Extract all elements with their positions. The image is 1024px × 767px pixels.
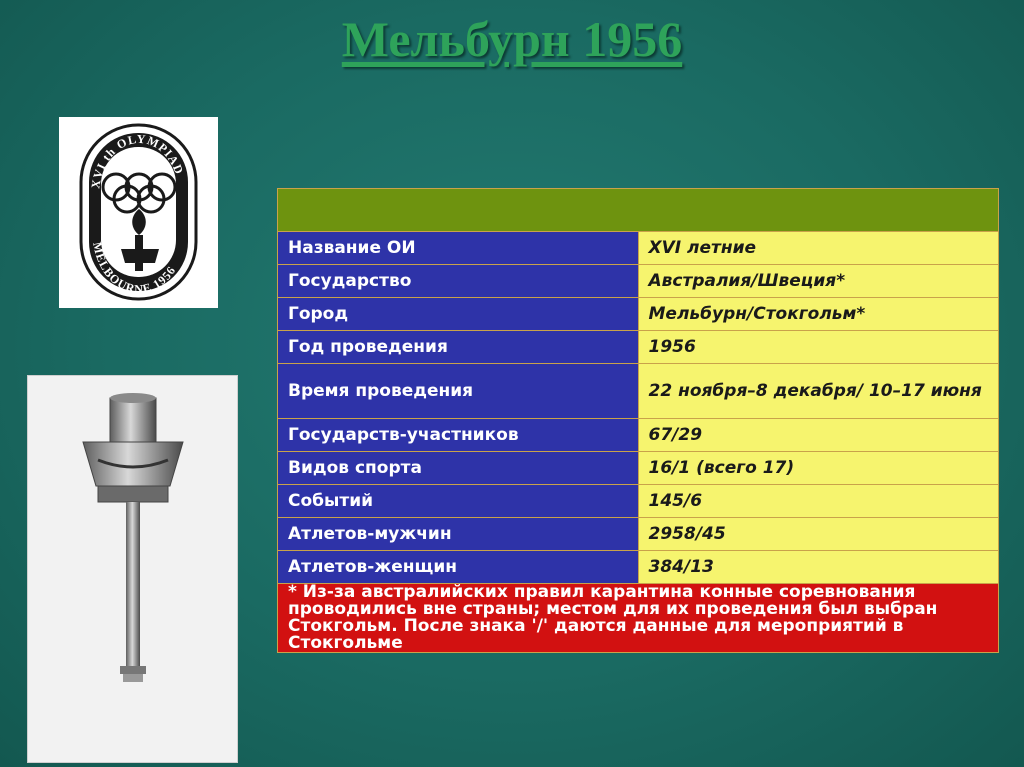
olympic-emblem-icon [59, 117, 218, 308]
table-row [278, 364, 999, 419]
footnote-row [278, 584, 999, 653]
row-value: 22 ноября–8 декабря/ 10–17 июня [638, 364, 999, 419]
row-value: 2958/45 [638, 518, 999, 551]
row-label: Государство [278, 265, 639, 298]
table-row [278, 452, 999, 485]
row-value: Мельбурн/Стокгольм* [638, 298, 999, 331]
row-value: 145/6 [638, 485, 999, 518]
row-label: Время проведения [278, 364, 639, 419]
slide-title: Мельбурн 1956 [341, 11, 683, 67]
table-row [278, 232, 999, 265]
table-header-row [278, 189, 999, 232]
olympics-info-table [277, 188, 999, 653]
table-row [278, 331, 999, 364]
emblem-bottom-text: MELBOURNE 1956 [90, 240, 179, 297]
row-label: Атлетов-мужчин [278, 518, 639, 551]
footnote-text: * Из-за австралийских правил карантина конные соревнования проводились вне страны; местом для их проведения был выбран Стокгольм. После знака '/' даются данные для мероприятий в Стокгольме [278, 584, 999, 653]
row-value: XVI летние [638, 232, 999, 265]
row-value: 67/29 [638, 419, 999, 452]
table-row [278, 551, 999, 584]
row-value: Австралия/Швеция* [638, 265, 999, 298]
row-label: Государств-участников [278, 419, 639, 452]
table-row [278, 485, 999, 518]
row-label: Год проведения [278, 331, 639, 364]
emblem-top-text: XVI th OLYMPIAD [88, 131, 187, 190]
table-row [278, 419, 999, 452]
table-row [278, 298, 999, 331]
torch-icon [28, 376, 237, 762]
table-row [278, 265, 999, 298]
olympic-emblem-image [59, 117, 218, 308]
row-label: Название ОИ [278, 232, 639, 265]
row-label: Событий [278, 485, 639, 518]
table-row [278, 518, 999, 551]
row-label: Город [278, 298, 639, 331]
row-label: Видов спорта [278, 452, 639, 485]
row-value: 1956 [638, 331, 999, 364]
olympic-torch-image [27, 375, 238, 763]
row-value: 384/13 [638, 551, 999, 584]
row-label: Атлетов-женщин [278, 551, 639, 584]
row-value: 16/1 (всего 17) [638, 452, 999, 485]
